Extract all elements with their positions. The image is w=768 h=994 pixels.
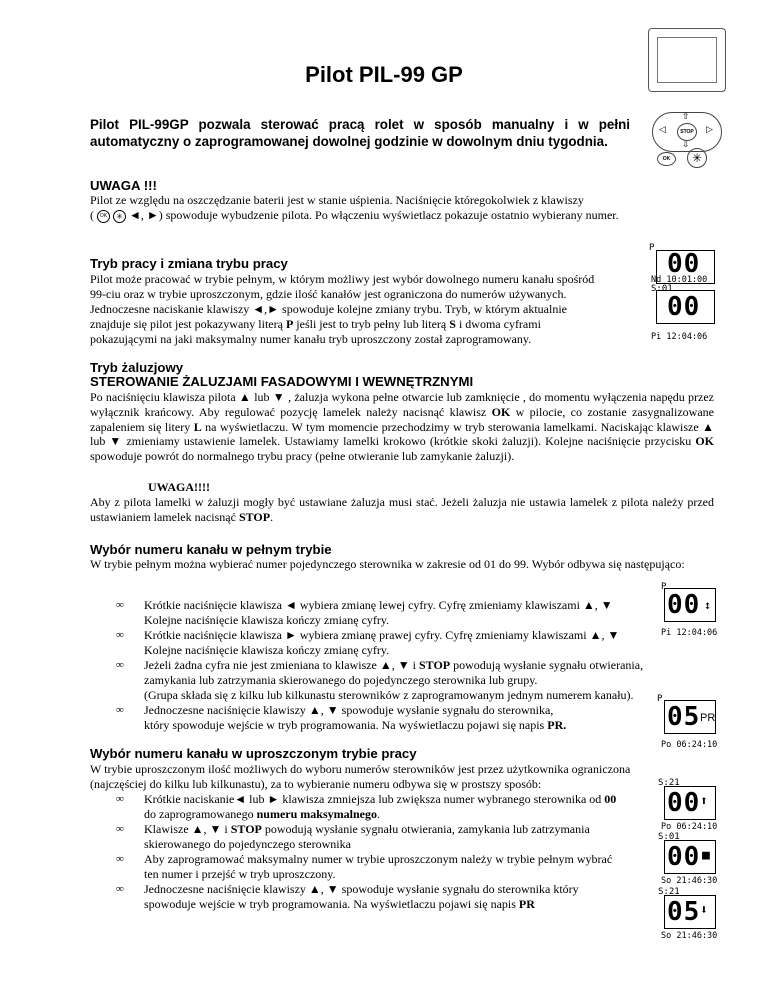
tryb-heading: Tryb pracy i zmiana trybu pracy: [90, 256, 288, 271]
up-arrow-icon: ⇧: [682, 111, 690, 121]
ok-button-icon: OK: [657, 152, 676, 166]
lcd-display-simple-stop: S:01 00 ■ So 21:46:30: [658, 832, 718, 886]
sun-key-icon: ✳: [113, 210, 126, 223]
arrow-up-icon: ⬆: [700, 794, 708, 809]
lcd-display-programming: P 05 PR Po 06:24:10: [657, 694, 718, 750]
lcd-display-simple-down: S:21 05 ⬇ So 21:46:30: [658, 887, 718, 941]
left-arrow-icon: ◁: [659, 124, 666, 134]
remote-direction-pad: [652, 112, 722, 152]
zaluzja-warning: UWAGA!!!!: [148, 480, 210, 494]
ok-key-icon: OK: [97, 210, 110, 223]
lcd-display-simple-up: S:21 00 ⬆ Po 06:24:10: [658, 778, 718, 832]
uproszczony-bullet-list: ∞ Krótkie naciskanie◄ lub ► klawisza zmniejsza lub zwiększa numer wybranego sterownika od 00 do zaprogramowanego numeru maksymalnego. ∞ Klawisze ▲, ▼ i STOP powodują wysłanie sygnału otwierania, zamykania lub zatrzymania skierowanego do pojedynczego sterownika ∞ Aby zaprogramować maksymalny numer w trybie uproszczonym należy w trybie pełnym wybrać ten numer i przejść w tryb uproszczony. ∞ Jednoczesne naciśnięcie klawiszy ▲, ▼ spowoduje wysłanie sygnału do sterownika który spowoduje wejście w tryb programowania. Na wyświetlaczu pojawi się napis PR: [116, 792, 617, 911]
uproszczony-heading: Wybór numeru kanału w uproszczonym trybie pracy: [90, 746, 417, 761]
uwaga-heading: UWAGA !!!: [90, 178, 157, 193]
zaluzja-warning-text: Aby z pilota lamelki w żaluzji mogły być ustawiane żaluzja musi stać. Jeżeli żaluzja nie ustawia lamelek z pilota należy przed ustawianiem lamelek nacisnąć STOP.: [90, 495, 714, 524]
lcd-display-simple: S:01 00 Pi 12:04:06: [656, 290, 718, 346]
zaluzja-paragraph: Po naciśnięciu klawisza pilota ▲ lub ▼ , żaluzja wykona pełne otwarcie lub zamknięcie , do momentu wyłączenia napędu przez wyłącznik krańcowy. Aby regulować pozycję lamelek należy nacisnąć klawisz OK w pilocie, co zostanie zasygnalizowane zapaleniem się litery L na wyświetlaczu. W tym momencie przechodzimy w tryb sterowania lamelkami. Naciskając klawisze ▲ lub ▼ zmieniamy ustawienie lamelek. Ustawiamy lamelki krokowo (krótkie skoki żaluzji). Kolejne naciśnięcie przycisku OK spowoduje powrót do normalnego trybu pracy (pełne otwieranie lub zamykanie żaluzji).: [90, 390, 714, 464]
down-arrow-icon: ⇩: [682, 139, 690, 149]
up-down-icon: ↕: [704, 598, 712, 612]
sun-button-icon: ✳: [687, 148, 707, 168]
pelny-paragraph: W trybie pełnym można wybierać numer pojedynczego sterownika w zakresie od 01 do 99. Wybór odbywa się następująco:: [90, 557, 685, 571]
tryb-line-3: Jednoczesne naciskanie klawiszy ◄,► spowoduje kolejne zmiany trybu. Tryb, w którym aktualnie: [90, 302, 567, 316]
right-arrow-icon: ▷: [706, 124, 713, 134]
uproszczony-line-2: (najczęściej do kilku lub kilkunastu), za to wybieranie numeru odbywa się w prostszy sposób:: [90, 777, 542, 791]
arrow-down-icon: ⬇: [700, 903, 708, 918]
lcd-display-full: P 00 Nd 10:01:00: [656, 250, 718, 286]
zaluzja-subheading: STEROWANIE ŻALUZJAMI FASADOWYMI I WEWNĘTRZNYMI: [90, 374, 474, 389]
stop-square-icon: ■: [702, 848, 710, 863]
page-title: Pilot PIL-99 GP: [305, 62, 463, 87]
tryb-line-5: pokazującymi na jaki maksymalny numer kanału tryb uproszczony został zaprogramowany.: [90, 332, 532, 346]
uproszczony-line-1: W trybie uproszczonym ilość możliwych do wyboru numerów sterowników jest przez użytkownika ograniczona: [90, 762, 631, 776]
uwaga-line-1: Pilot ze względu na oszczędzanie baterii jest w stanie uśpienia. Naciśnięcie któregokolwiek z klawiszy: [90, 193, 584, 207]
tryb-line-2: 99-ciu oraz w trybie uproszczonym, gdzie ilość kanałów jest ograniczona do numerów używanych.: [90, 287, 567, 301]
zaluzja-heading: Tryb żaluzjowy: [90, 360, 184, 375]
stop-button-icon: STOP: [677, 123, 697, 141]
tryb-line-4: znajduje się pilot jest pokazywany literą P jeśli jest to tryb pełny lub literą S i dwoma cyframi: [90, 317, 541, 331]
remote-display: [648, 28, 726, 92]
pelny-bullet-list: ∞ Krótkie naciśnięcie klawisza ◄ wybiera zmianę lewej cyfry. Cyfrę zmieniamy klawiszami ▲, ▼ Kolejne naciśnięcie klawisza kończy zmianę cyfry. ∞ Krótkie naciśnięcie klawisza ► wybiera zmianę prawej cyfry. Cyfrę zmieniamy klawiszami ▲, ▼ Kolejne naciśnięcie klawisza kończy zmianę cyfry. ∞ Jeżeli żadna cyfra nie jest zmieniana to klawisze ▲, ▼ i STOP powodują wysłanie sygnału otwierania, zamykania lub zatrzymania skierowanego do pojedynczego sterownika lub grupy. (Grupa składa się z kilku lub kilkunastu sterowników z zaprogramowanym jednym numerem kanału). ∞ Jednoczesne naciśnięcie klawiszy ▲, ▼ spowoduje wysłanie sygnału do sterownika, który spowoduje wejście w tryb programowania. Na wyświetlaczu pojawi się napis PR.: [116, 598, 644, 732]
pelny-heading: Wybór numeru kanału w pełnym trybie: [90, 542, 332, 557]
uwaga-line-2: ( OK ✳ ◄, ►) spowoduje wybudzenie pilota. Po włączeniu wyświetlacz pokazuje ostatnio wybierany numer.: [90, 208, 619, 222]
intro-paragraph: Pilot PIL-99GP pozwala sterować pracą rolet w sposób manualny i w pełni automatyczny o zaprogramowanej dowolnej godzinie w dowolnym dniu tygodnia.: [90, 117, 630, 149]
lcd-display-digit-edit: P 00 ↕ Pi 12:04:06: [661, 582, 718, 638]
tryb-line-1: Pilot może pracować w trybie pełnym, w którym możliwy jest wybór dowolnego numeru kanału spośród: [90, 272, 595, 286]
